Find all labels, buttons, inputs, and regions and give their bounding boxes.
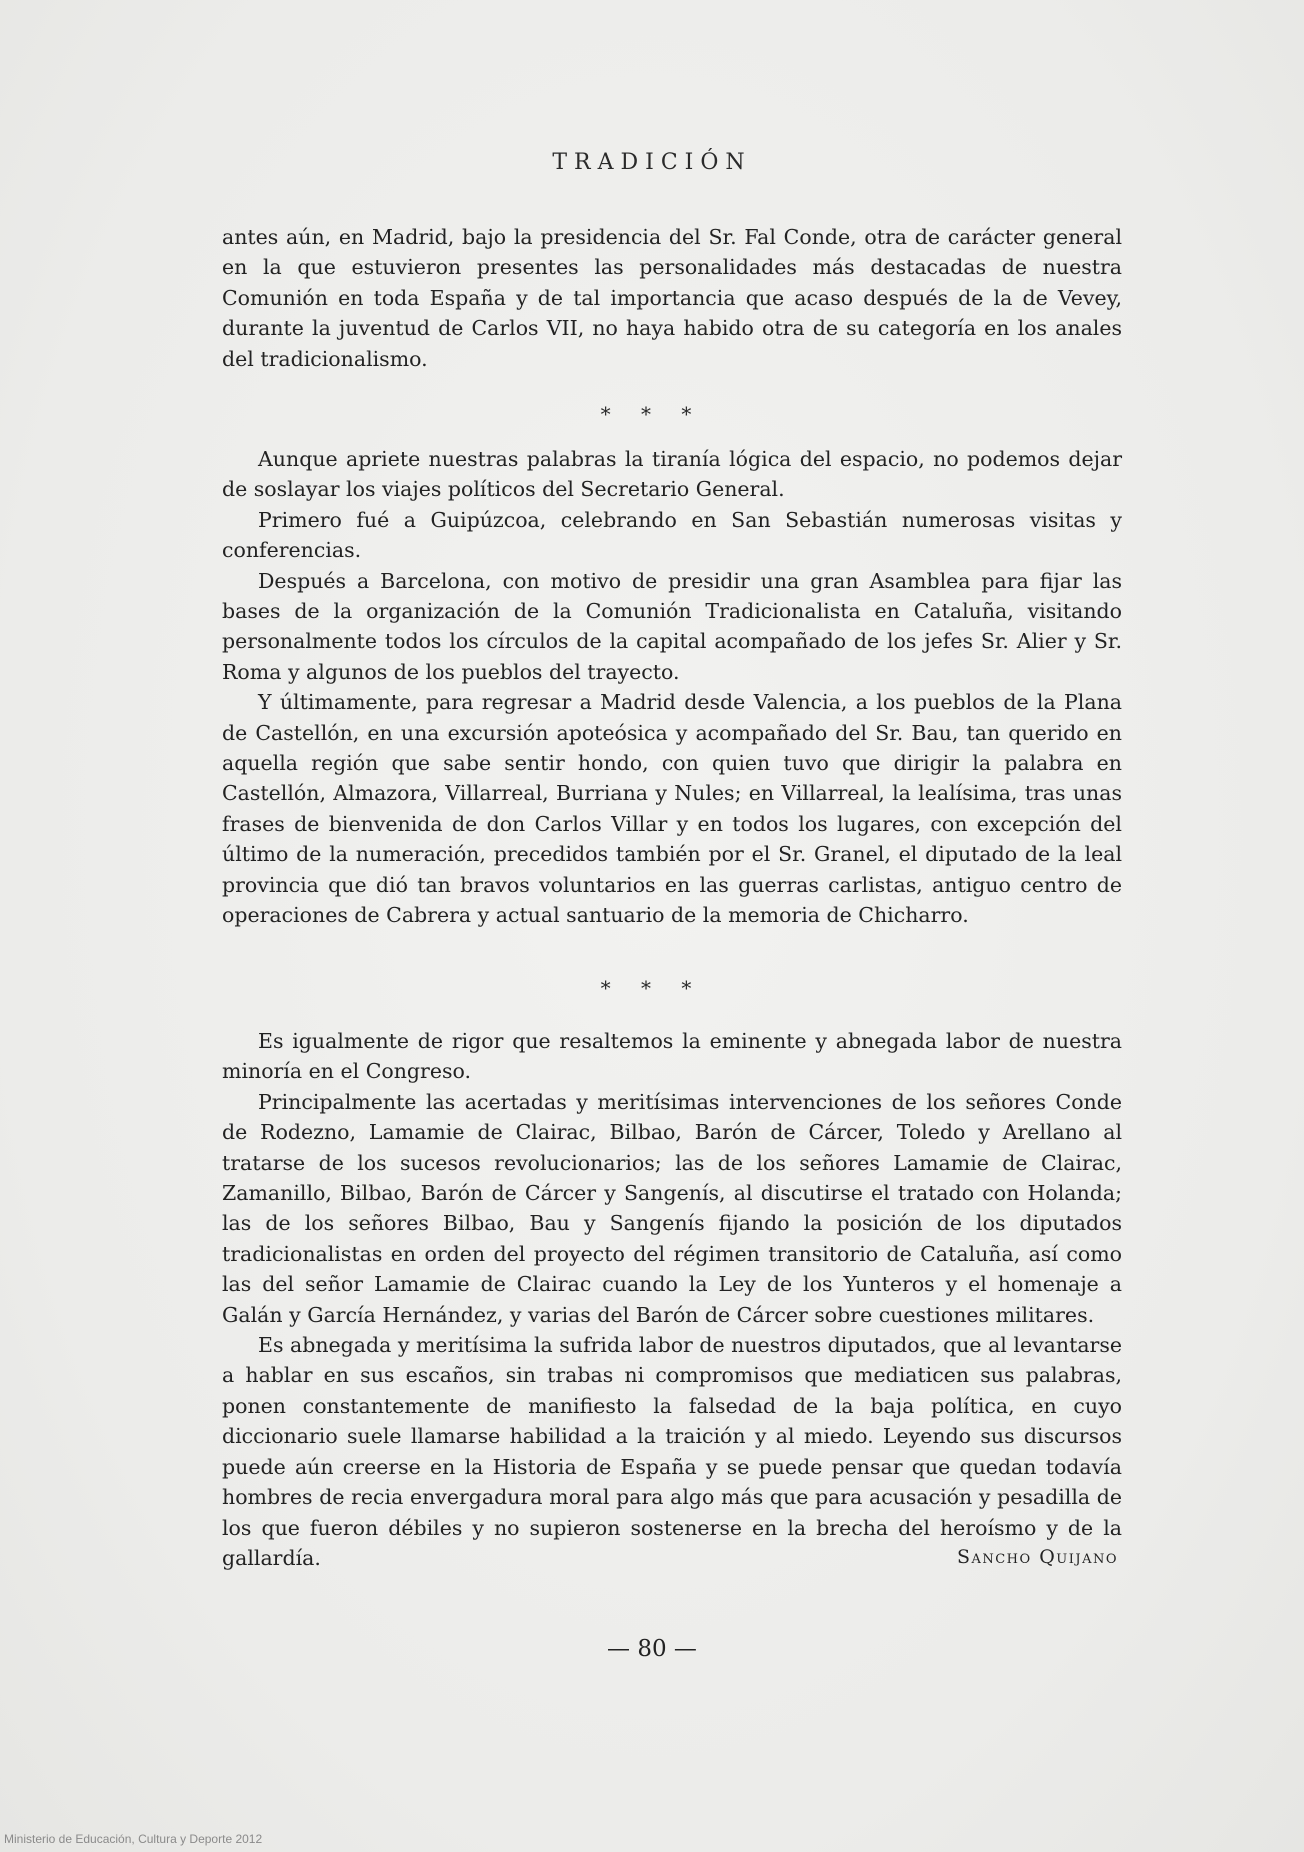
page-number: — 80 — [607, 1636, 697, 1662]
paragraph: Es igualmente de rigor que resaltemos la eminente y abnegada labor de nuestra minoría en el Congreso. [222, 1029, 1122, 1084]
paragraph: Primero fué a Guipúzcoa, celebrando en San Sebastián numerosas visitas y conferencias. [222, 507, 1122, 563]
paragraph: Y últimamente, para regresar a Madrid desde Valencia, a los pueblos de la Plana de Castellón, en una excursión apoteósica y acompañado del Sr. Bau, tan querido en aquella región que sabe sentir hondo, con quien tuvo que dirigir la palabra en Castellón, Almazora, Villarreal, Burriana y Nules; en Villarreal, la lealísima, tras unas frases de bienvenida de don Carlos Villar y en todos los lugares, con excepción del último de la numeración, precedidos también por el Sr. Granel, el diputado de la leal provincia que dió tan bravos voluntarios en las guerras carlistas, antiguo centro de operaciones de Cabrera y actual santuario de la memoria de Chicharro. [222, 690, 1122, 928]
paragraph: Es abnegada y meritísima la sufrida labor de nuestros diputados, que al levantarse a hablar en sus escaños, sin trabas ni compromisos que mediaticen sus palabras, ponen constantemente de manifiesto la falsedad de la baja política, en cuyo diccionario suele llamarse habilidad a la traición y al miedo. Leyendo sus discursos puede aún creerse en la Historia de España y se puede pensar que quedan todavía hombres de recia envergadura moral para algo más que para acusación y pesadilla de los que fueron débiles y no supieron sostenerse en la brecha del heroísmo y de la gallardía. [222, 1333, 1122, 1570]
paragraph: Después a Barcelona, con motivo de presidir una gran Asamblea para fijar las bases de la organización de la Comunión Tradicionalista en Cataluña, visitando personalmente todos los círculos de la capital acompañado de los jefes Sr. Alier y Sr. Roma y algunos de los pueblos del trayecto. [222, 568, 1122, 684]
section-separator: * * * [600, 402, 704, 426]
paragraph: Principalmente las acertadas y meritísimas intervenciones de los señores Conde de Rodezno, Lamamie de Clairac, Bilbao, Barón de Cárcer, Toledo y Arellano al tratarse de los sucesos revolucionarios; las de los señores Lamamie de Clairac, Zamanillo, Bilbao, Barón de Cárcer y Sangenís, al discutirse el tratado con Holanda; las de los señores Bilbao, Bau y Sangenís fijando la posición de los diputados tradicionalistas en orden del proyecto del régimen transitorio de Cataluña, así como las del señor Lamamie de Clairac cuando la Ley de los Yunteros y el homenaje a Galán y García Hernández, y varias del Barón de Cárcer sobre cuestiones militares. [222, 1089, 1122, 1327]
text-block-travels [222, 444, 1122, 931]
section-separator: * * * [600, 976, 704, 1000]
text-block-congress [222, 1026, 1122, 1573]
author-signature: Sancho Quijano [956, 1546, 1118, 1568]
paragraph: Aunque apriete nuestras palabras la tiranía lógica del espacio, no podemos dejar de soslayar los viajes políticos del Secretario General. [222, 447, 1122, 502]
text-block-continuation [222, 222, 1122, 374]
paragraph: antes aún, en Madrid, bajo la presidencia del Sr. Fal Conde, otra de carácter general en la que estuvieron presentes las personalidades más destacadas de nuestra Comunión en toda España y de tal importancia que acaso después de la de Vevey, durante la juventud de Carlos VII, no haya habido otra de su categoría en los anales del tradicionalismo. [222, 225, 1122, 371]
footer-credit: Ministerio de Educación, Cultura y Deporte 2012 [4, 1832, 263, 1846]
running-title: TRADICIÓN [552, 150, 752, 175]
